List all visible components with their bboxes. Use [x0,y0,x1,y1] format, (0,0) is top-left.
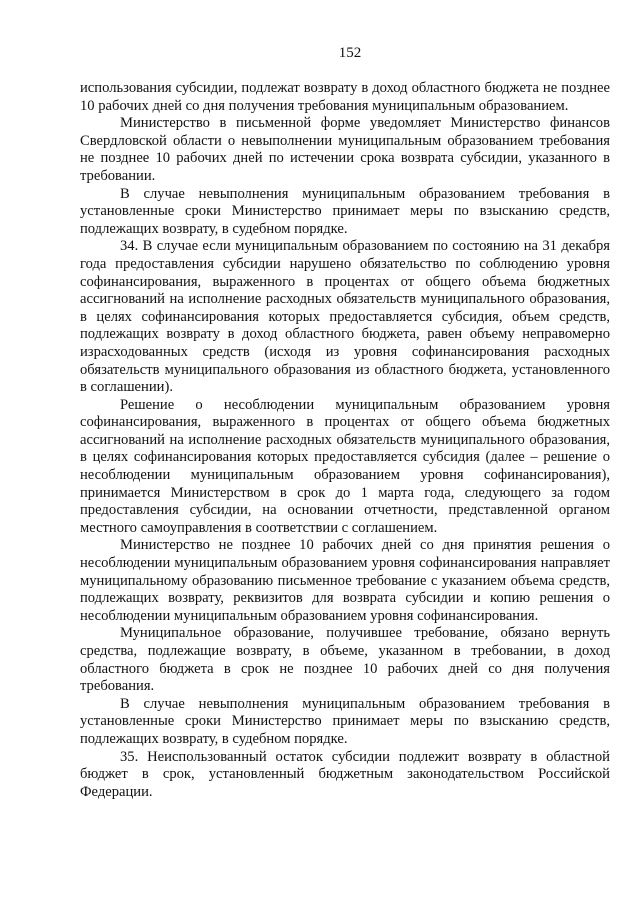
paragraph-clause-35: 35. Неиспользованный остаток субсидии подлежит возврату в областной бюджет в срок, установленный бюджетным законодательством Российской Федерации. [80,748,610,800]
paragraph-municipal-obligation: Муниципальное образование, получившее требование, обязано вернуть средства, подлежащие возврату, в объеме, указанном в требовании, в доход областного бюджета в срок не позднее 10 рабочих дней со дня получения требования. [80,625,610,695]
paragraph-finance-ministry-notice: Министерство в письменной форме уведомляет Министерство финансов Свердловской области о невыполнении муниципальным образованием требования не позднее 10 рабочих дней по истечении срока возврата субсидии, указанного в требовании. [80,115,610,184]
paragraph-cofinancing-decision: Решение о несоблюдении муниципальным образованием уровня софинансирования, выраженного в процентах от общего объема бюджетных ассигнований на исполнение расходных обязательств муниципального образования, в целях софинансирования которых предоставляется субсидия (далее – решение о несоблюдении муниципальным образованием уровня софинансирования), принимается Министерством в срок до 1 марта года, следующего за годом предоставления субсидии, на основании отчетности, представленной органом местного самоуправления в соответствии с соглашением. [80,396,610,536]
page-number: 152 [338,45,362,61]
paragraph-court-recovery-2: В случае невыполнения муниципальным образованием требования в установленные сроки Министерство принимает меры по взысканию средств, подлежащих возврату, в судебном порядке. [80,695,610,747]
paragraph-return-deadline: использования субсидии, подлежат возврату в доход областного бюджета не позднее 10 рабочих дней со дня получения требования муниципальным образованием. [80,80,610,114]
paragraph-court-recovery: В случае невыполнения муниципальным образованием требования в установленные сроки Министерство принимает меры по взысканию средств, подлежащих возврату, в судебном порядке. [80,185,610,237]
paragraph-clause-34: 34. В случае если муниципальным образованием по состоянию на 31 декабря года предоставления субсидии нарушено обязательство по соблюдению уровня софинансирования, выраженного в процентах от общего объема бюджетных ассигнований на исполнение расходных обязательств муниципального образования, в целях софинансирования которых предоставляется субсидия, объем средств, подлежащих возврату в доход областного бюджета, равен объему неправомерно израсходованных средств (исходя из уровня софинансирования расходных обязательств муниципального образования из областного бюджета, установленного в соглашении). [80,238,610,396]
paragraph-written-demand: Министерство не позднее 10 рабочих дней со дня принятия решения о несоблюдении муниципальным образованием уровня софинансирования направляет муниципальному образованию письменное требование с указанием объема средств, подлежащих возврату, реквизитов для возврата субсидии и копию решения о несоблюдении муниципальным образованием уровня софинансирования. [80,537,610,624]
